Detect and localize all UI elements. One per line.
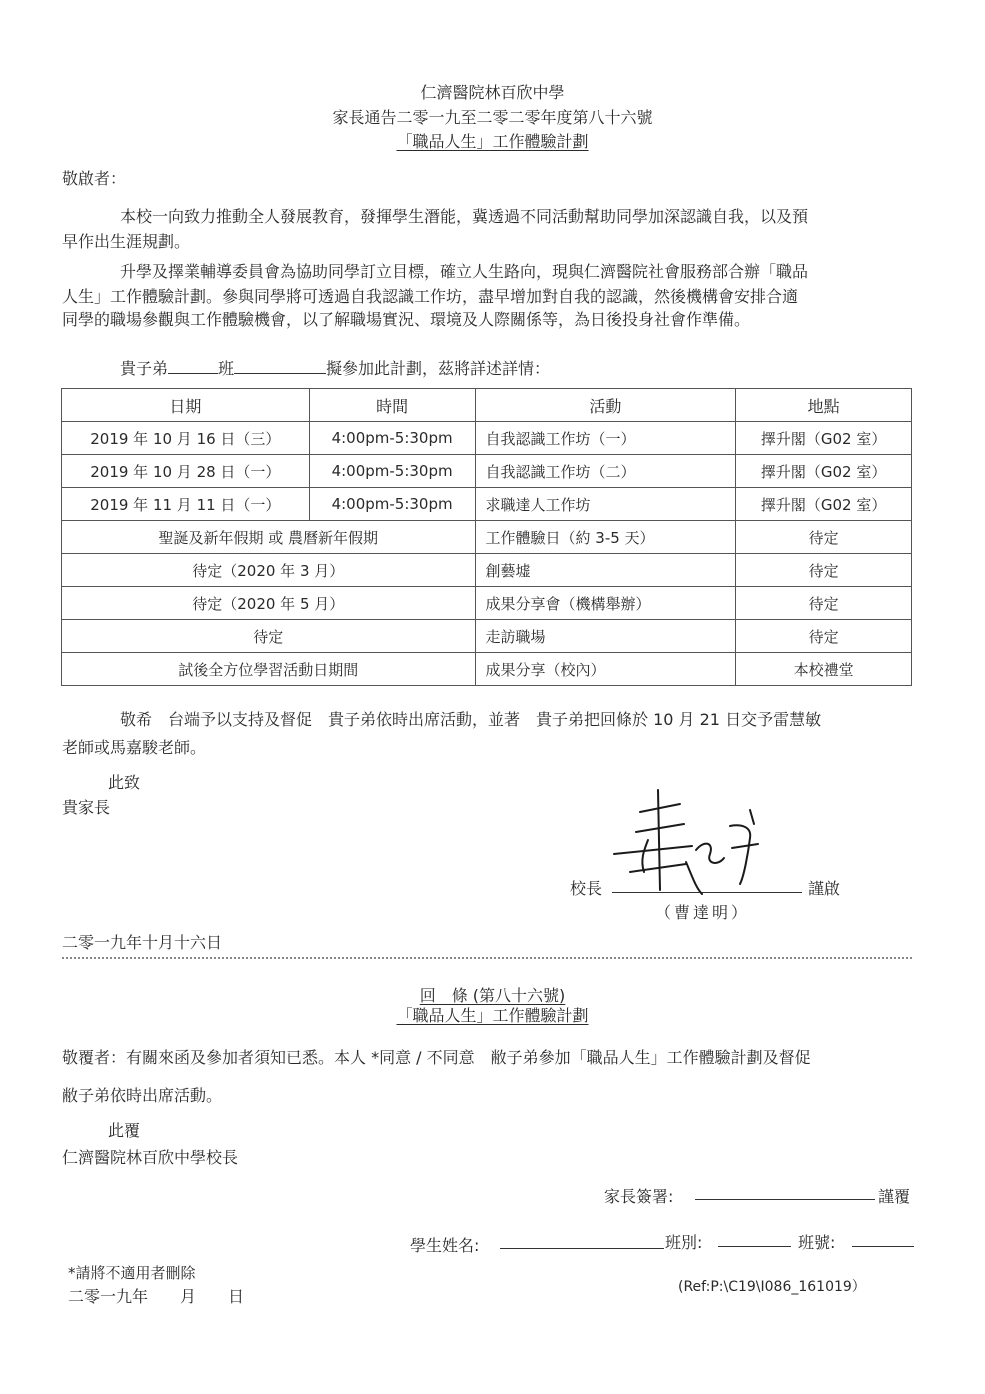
class-blank[interactable] <box>168 357 218 374</box>
cell-venue: 本校禮堂 <box>736 653 912 686</box>
name-blank[interactable] <box>234 357 326 374</box>
cell-activity: 成果分享（校內） <box>475 653 736 686</box>
closing-line2: 老師或馬嘉駿老師。 <box>62 738 207 757</box>
table-row <box>62 521 912 554</box>
school-name: 仁濟醫院林百欣中學 <box>420 83 565 102</box>
table-row <box>62 488 912 521</box>
class-field[interactable] <box>718 1246 791 1247</box>
student-prefix: 貴子弟 <box>120 359 169 378</box>
handwritten-signature <box>600 780 780 900</box>
cut-line <box>62 957 912 959</box>
reply-heading: 回 條 (第八十六號) <box>419 986 566 1005</box>
student-name-label: 學生姓名: <box>410 1236 480 1255</box>
table-row <box>62 422 912 455</box>
cell-venue: 待定 <box>736 620 912 653</box>
header-activity: 活動 <box>475 389 736 422</box>
cell-venue: 擇升閣（G02 室） <box>736 488 912 521</box>
table-row <box>62 554 912 587</box>
class-no-label: 班號: <box>798 1233 836 1252</box>
ci-zhi: 此致 <box>108 773 141 792</box>
para1-line1: 本校一向致力推動全人發展教育，發揮學生潛能，冀透過不同活動幫助同學加深認識自我，以及預 <box>120 207 809 226</box>
table-header-row <box>62 389 912 422</box>
parent-sign-field[interactable] <box>695 1199 875 1200</box>
principal-closing: 謹啟 <box>808 879 841 898</box>
cell-venue: 待定 <box>736 521 912 554</box>
cell-activity: 自我認識工作坊（二） <box>475 455 736 488</box>
cell-activity: 成果分享會（機構舉辦） <box>475 587 736 620</box>
cell-activity: 工作體驗日（約 3-5 天） <box>475 521 736 554</box>
closing-line1: 敬希 台端予以支持及督促 貴子弟依時出席活動，並著 貴子弟把回條於 10 月 21 日交予雷慧敏 <box>120 710 822 729</box>
reference-code: (Ref:P:\C19\I086_161019） <box>678 1279 866 1295</box>
table-row <box>62 653 912 686</box>
reply-recipient: 仁濟醫院林百欣中學校長 <box>62 1148 239 1167</box>
class-no-field[interactable] <box>852 1246 914 1247</box>
cell-activity: 創藝墟 <box>475 554 736 587</box>
table-row <box>62 620 912 653</box>
cell-venue: 擇升閣（G02 室） <box>736 455 912 488</box>
notice-number: 家長通告二零一九至二零二零年度第八十六號 <box>332 108 653 127</box>
table-row <box>62 587 912 620</box>
cell-venue: 待定 <box>736 554 912 587</box>
cell-time: 4:00pm-5:30pm <box>309 488 475 521</box>
cell-date: 2019 年 10 月 28 日（一） <box>62 455 310 488</box>
recipient: 貴家長 <box>62 798 111 817</box>
cell-time: 4:00pm-5:30pm <box>309 455 475 488</box>
cell-venue: 擇升閣（G02 室） <box>736 422 912 455</box>
cell-date: 待定（2020 年 3 月） <box>62 554 476 587</box>
reply-date: 二零一九年 月 日 <box>68 1287 245 1306</box>
cell-time: 4:00pm-5:30pm <box>309 422 475 455</box>
cell-date: 試後全方位學習活動日期間 <box>62 653 476 686</box>
cell-date: 待定（2020 年 5 月） <box>62 587 476 620</box>
cell-activity: 求職達人工作坊 <box>475 488 736 521</box>
cell-date: 聖誕及新年假期 或 農曆新年假期 <box>62 521 476 554</box>
footnote: *請將不適用者刪除 <box>68 1264 196 1282</box>
para2-line3: 同學的職場參觀與工作體驗機會，以了解職場實況、環境及人際關係等，為日後投身社會作準備。 <box>62 310 751 329</box>
student-suffix: 擬參加此計劃，茲將詳述詳情： <box>326 359 551 378</box>
salutation: 敬啟者： <box>62 169 127 188</box>
schedule-table <box>61 388 912 686</box>
para2-line2: 人生」工作體驗計劃。參與同學將可透過自我認識工作坊，盡早增加對自我的認識，然後機構會安排合適 <box>62 287 799 306</box>
cell-activity: 走訪職場 <box>475 620 736 653</box>
table-row <box>62 455 912 488</box>
notice-title: 「職品人生」工作體驗計劃 <box>396 132 589 151</box>
notice-date: 二零一九年十月十六日 <box>62 933 223 952</box>
cell-activity: 自我認識工作坊（一） <box>475 422 736 455</box>
student-line <box>120 356 550 379</box>
reply-body-line1: 敬覆者：有關來函及參加者須知已悉。本人 *同意 / 不同意 敝子弟參加「職品人生」工作體驗計劃及督促 <box>62 1048 811 1067</box>
header-time: 時間 <box>309 389 475 422</box>
cell-venue: 待定 <box>736 587 912 620</box>
para2-line1: 升學及擇業輔導委員會為協助同學訂立目標，確立人生路向，現與仁濟醫院社會服務部合辦「職品 <box>120 262 809 281</box>
student-name-field[interactable] <box>500 1248 664 1249</box>
para1-line2: 早作出生涯規劃。 <box>62 232 191 251</box>
parent-sign-label: 家長簽署: <box>604 1187 674 1206</box>
reply-body-line2: 敝子弟依時出席活動。 <box>62 1086 223 1105</box>
cell-date: 2019 年 11 月 11 日（一） <box>62 488 310 521</box>
header-date: 日期 <box>62 389 310 422</box>
class-label: 班 <box>218 359 235 378</box>
reply-title: 「職品人生」工作體驗計劃 <box>396 1006 589 1025</box>
parent-sign-closing: 謹覆 <box>878 1187 911 1206</box>
header-venue: 地點 <box>736 389 912 422</box>
class-label-reply: 班別: <box>665 1233 703 1252</box>
principal-name: （曹達明） <box>655 903 751 922</box>
cell-date: 2019 年 10 月 16 日（三） <box>62 422 310 455</box>
cell-date: 待定 <box>62 620 476 653</box>
principal-title: 校長 <box>570 879 603 898</box>
ci-fu: 此覆 <box>108 1121 141 1140</box>
